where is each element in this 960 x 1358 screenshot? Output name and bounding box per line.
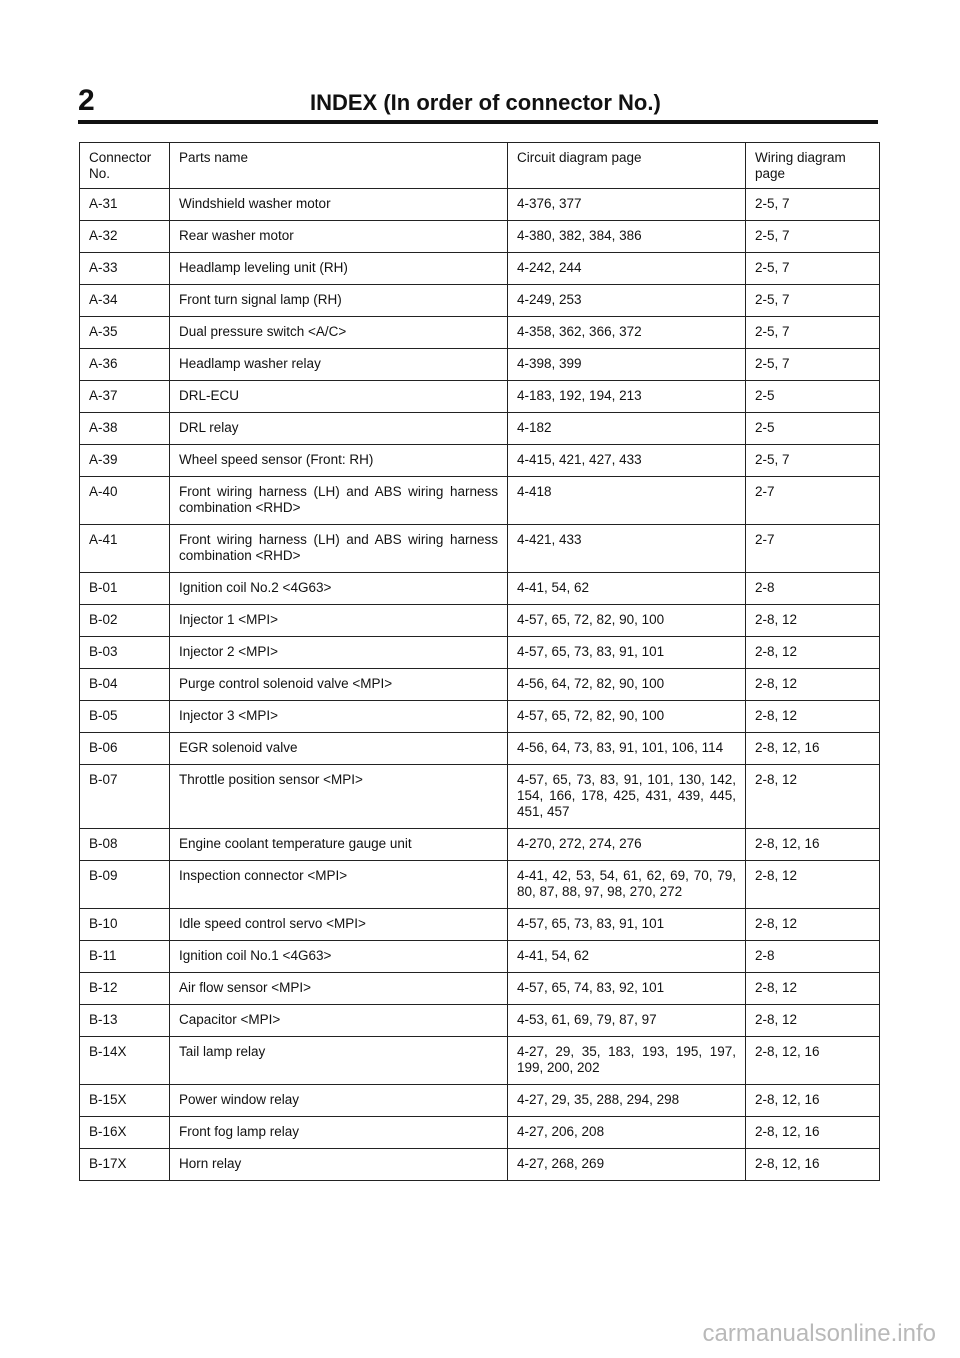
parts-name-cell: EGR solenoid valve	[170, 733, 508, 765]
parts-name-cell: Injector 2 <MPI>	[170, 637, 508, 669]
circuit-page-cell: 4-57, 65, 73, 83, 91, 101	[508, 637, 746, 669]
circuit-page-cell: 4-53, 61, 69, 79, 87, 97	[508, 1005, 746, 1037]
wiring-page-cell: 2-5	[746, 381, 880, 413]
watermark: carmanualsonline.info	[702, 1320, 936, 1347]
wiring-page-cell: 2-8, 12	[746, 669, 880, 701]
table-row	[80, 909, 880, 941]
table-header-row	[80, 143, 880, 189]
connector-no-cell: A-36	[80, 349, 170, 381]
parts-name-cell: Windshield washer motor	[170, 189, 508, 221]
circuit-page-cell: 4-358, 362, 366, 372	[508, 317, 746, 349]
connector-no-cell: A-37	[80, 381, 170, 413]
connector-no-cell: A-41	[80, 525, 170, 573]
table-row	[80, 973, 880, 1005]
circuit-page-cell: 4-56, 64, 72, 82, 90, 100	[508, 669, 746, 701]
table-row	[80, 733, 880, 765]
parts-name-cell: Throttle position sensor <MPI>	[170, 765, 508, 829]
wiring-page-cell: 2-5, 7	[746, 349, 880, 381]
wiring-page-cell: 2-5, 7	[746, 253, 880, 285]
parts-name-cell: Capacitor <MPI>	[170, 1005, 508, 1037]
header-parts-name: Parts name	[170, 143, 508, 189]
wiring-page-cell: 2-8	[746, 573, 880, 605]
wiring-page-cell: 2-8, 12, 16	[746, 1085, 880, 1117]
parts-name-cell: Air flow sensor <MPI>	[170, 973, 508, 1005]
connector-no-cell: B-03	[80, 637, 170, 669]
wiring-page-cell: 2-8, 12, 16	[746, 829, 880, 861]
circuit-page-cell: 4-398, 399	[508, 349, 746, 381]
connector-no-cell: B-01	[80, 573, 170, 605]
circuit-page-cell: 4-242, 244	[508, 253, 746, 285]
table-row	[80, 637, 880, 669]
connector-no-cell: A-39	[80, 445, 170, 477]
circuit-page-cell: 4-183, 192, 194, 213	[508, 381, 746, 413]
circuit-page-cell: 4-376, 377	[508, 189, 746, 221]
parts-name-cell: Front turn signal lamp (RH)	[170, 285, 508, 317]
connector-no-cell: B-11	[80, 941, 170, 973]
connector-no-cell: A-33	[80, 253, 170, 285]
table-row	[80, 445, 880, 477]
parts-name-cell: Front wiring harness (LH) and ABS wiring harness combination <RHD>	[170, 525, 508, 573]
wiring-page-cell: 2-8, 12	[746, 637, 880, 669]
header-wiring-diagram-page: Wiring diagram page	[746, 143, 880, 189]
circuit-page-cell: 4-418	[508, 477, 746, 525]
parts-name-cell: Wheel speed sensor (Front: RH)	[170, 445, 508, 477]
title-rule	[78, 120, 878, 124]
table-row	[80, 317, 880, 349]
table-row	[80, 413, 880, 445]
table-row	[80, 381, 880, 413]
table-body	[80, 189, 880, 1181]
connector-no-cell: B-14X	[80, 1037, 170, 1085]
wiring-page-cell: 2-8, 12	[746, 1005, 880, 1037]
parts-name-cell: Purge control solenoid valve <MPI>	[170, 669, 508, 701]
wiring-page-cell: 2-8, 12, 16	[746, 1037, 880, 1085]
parts-name-cell: Engine coolant temperature gauge unit	[170, 829, 508, 861]
connector-no-cell: B-13	[80, 1005, 170, 1037]
wiring-page-cell: 2-8, 12	[746, 973, 880, 1005]
parts-name-cell: Rear washer motor	[170, 221, 508, 253]
connector-no-cell: A-35	[80, 317, 170, 349]
table-row	[80, 477, 880, 525]
circuit-page-cell: 4-41, 54, 62	[508, 941, 746, 973]
table-row	[80, 1149, 880, 1181]
connector-no-cell: A-38	[80, 413, 170, 445]
table-row	[80, 221, 880, 253]
wiring-page-cell: 2-8, 12	[746, 861, 880, 909]
table-row	[80, 765, 880, 829]
table-row	[80, 573, 880, 605]
circuit-page-cell: 4-56, 64, 73, 83, 91, 101, 106, 114	[508, 733, 746, 765]
wiring-page-cell: 2-8, 12	[746, 909, 880, 941]
parts-name-cell: Headlamp washer relay	[170, 349, 508, 381]
connector-no-cell: B-15X	[80, 1085, 170, 1117]
table-row	[80, 189, 880, 221]
circuit-page-cell: 4-249, 253	[508, 285, 746, 317]
table-row	[80, 829, 880, 861]
table-row	[80, 941, 880, 973]
table-row	[80, 701, 880, 733]
circuit-page-cell: 4-57, 65, 73, 83, 91, 101, 130, 142, 154, 166, 178, 425, 431, 439, 445, 451, 457	[508, 765, 746, 829]
connector-no-cell: B-07	[80, 765, 170, 829]
parts-name-cell: Headlamp leveling unit (RH)	[170, 253, 508, 285]
parts-name-cell: Injector 1 <MPI>	[170, 605, 508, 637]
parts-name-cell: Injector 3 <MPI>	[170, 701, 508, 733]
circuit-page-cell: 4-57, 65, 74, 83, 92, 101	[508, 973, 746, 1005]
parts-name-cell: Ignition coil No.2 <4G63>	[170, 573, 508, 605]
connector-no-cell: B-10	[80, 909, 170, 941]
connector-no-cell: B-17X	[80, 1149, 170, 1181]
wiring-page-cell: 2-8, 12	[746, 765, 880, 829]
circuit-page-cell: 4-57, 65, 73, 83, 91, 101	[508, 909, 746, 941]
table-row	[80, 1085, 880, 1117]
circuit-page-cell: 4-270, 272, 274, 276	[508, 829, 746, 861]
connector-no-cell: A-34	[80, 285, 170, 317]
parts-name-cell: Horn relay	[170, 1149, 508, 1181]
page-number: 2	[78, 84, 95, 117]
circuit-page-cell: 4-57, 65, 72, 82, 90, 100	[508, 701, 746, 733]
parts-name-cell: Dual pressure switch <A/C>	[170, 317, 508, 349]
circuit-page-cell: 4-380, 382, 384, 386	[508, 221, 746, 253]
wiring-page-cell: 2-8	[746, 941, 880, 973]
parts-name-cell: DRL relay	[170, 413, 508, 445]
wiring-page-cell: 2-5, 7	[746, 189, 880, 221]
circuit-page-cell: 4-421, 433	[508, 525, 746, 573]
parts-name-cell: Ignition coil No.1 <4G63>	[170, 941, 508, 973]
header-connector-no: Connector No.	[80, 143, 170, 189]
circuit-page-cell: 4-57, 65, 72, 82, 90, 100	[508, 605, 746, 637]
connector-no-cell: B-05	[80, 701, 170, 733]
wiring-page-cell: 2-5	[746, 413, 880, 445]
circuit-page-cell: 4-415, 421, 427, 433	[508, 445, 746, 477]
header-circuit-diagram-page: Circuit diagram page	[508, 143, 746, 189]
parts-name-cell: Tail lamp relay	[170, 1037, 508, 1085]
parts-name-cell: Front fog lamp relay	[170, 1117, 508, 1149]
wiring-page-cell: 2-8, 12, 16	[746, 1149, 880, 1181]
table-row	[80, 253, 880, 285]
wiring-page-cell: 2-5, 7	[746, 317, 880, 349]
connector-no-cell: B-08	[80, 829, 170, 861]
wiring-page-cell: 2-5, 7	[746, 221, 880, 253]
wiring-page-cell: 2-8, 12	[746, 605, 880, 637]
connector-no-cell: A-32	[80, 221, 170, 253]
circuit-page-cell: 4-182	[508, 413, 746, 445]
table-row	[80, 669, 880, 701]
wiring-page-cell: 2-8, 12	[746, 701, 880, 733]
table-row	[80, 285, 880, 317]
wiring-page-cell: 2-7	[746, 525, 880, 573]
parts-name-cell: Idle speed control servo <MPI>	[170, 909, 508, 941]
connector-no-cell: A-31	[80, 189, 170, 221]
table-row	[80, 525, 880, 573]
circuit-page-cell: 4-27, 268, 269	[508, 1149, 746, 1181]
table-row	[80, 1117, 880, 1149]
connector-no-cell: B-09	[80, 861, 170, 909]
connector-no-cell: B-04	[80, 669, 170, 701]
parts-name-cell: Inspection connector <MPI>	[170, 861, 508, 909]
circuit-page-cell: 4-27, 206, 208	[508, 1117, 746, 1149]
circuit-page-cell: 4-27, 29, 35, 183, 193, 195, 197, 199, 200, 202	[508, 1037, 746, 1085]
wiring-page-cell: 2-5, 7	[746, 445, 880, 477]
wiring-page-cell: 2-8, 12, 16	[746, 733, 880, 765]
connector-no-cell: B-06	[80, 733, 170, 765]
table-row	[80, 1005, 880, 1037]
table-row	[80, 349, 880, 381]
circuit-page-cell: 4-27, 29, 35, 288, 294, 298	[508, 1085, 746, 1117]
parts-name-cell: DRL-ECU	[170, 381, 508, 413]
connector-no-cell: B-16X	[80, 1117, 170, 1149]
connector-index-table	[79, 142, 880, 1181]
wiring-page-cell: 2-8, 12, 16	[746, 1117, 880, 1149]
table-row	[80, 861, 880, 909]
parts-name-cell: Front wiring harness (LH) and ABS wiring harness combination <RHD>	[170, 477, 508, 525]
connector-no-cell: B-02	[80, 605, 170, 637]
circuit-page-cell: 4-41, 42, 53, 54, 61, 62, 69, 70, 79, 80, 87, 88, 97, 98, 270, 272	[508, 861, 746, 909]
table-row	[80, 1037, 880, 1085]
wiring-page-cell: 2-7	[746, 477, 880, 525]
wiring-page-cell: 2-5, 7	[746, 285, 880, 317]
connector-no-cell: B-12	[80, 973, 170, 1005]
parts-name-cell: Power window relay	[170, 1085, 508, 1117]
connector-no-cell: A-40	[80, 477, 170, 525]
page-title: INDEX (In order of connector No.)	[310, 90, 661, 115]
circuit-page-cell: 4-41, 54, 62	[508, 573, 746, 605]
table-row	[80, 605, 880, 637]
